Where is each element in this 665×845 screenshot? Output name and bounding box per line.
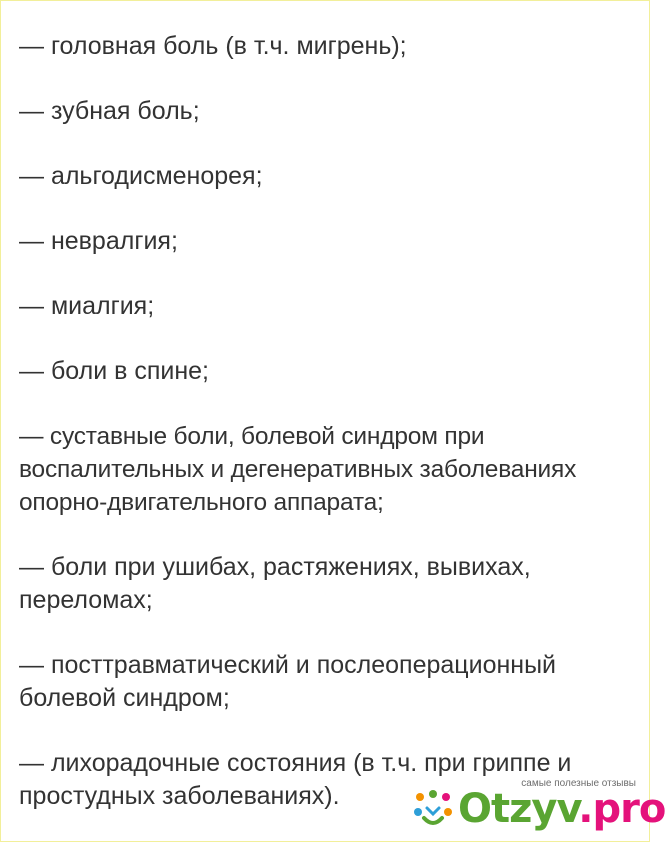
list-item: — боли при ушибах, растяжениях, вывихах, переломах;	[19, 553, 531, 614]
otzyv-logo-icon	[410, 788, 456, 834]
list-item: — зубная боль;	[19, 97, 200, 125]
list-item: — посттравматический и послеоперационный болевой синдром;	[19, 651, 557, 712]
list-item: — лихорадочные состояния (в т.ч. при гриппе и простудных заболеваниях).	[19, 749, 572, 810]
watermark-tagline: самые полезные отзывы	[521, 778, 636, 789]
watermark-tld: .pro	[578, 786, 665, 832]
list-item: — головная боль (в т.ч. мигрень);	[19, 32, 407, 60]
watermark	[410, 776, 665, 836]
indications-list	[19, 30, 639, 845]
list-item: — суставные боли, болевой синдром при воспалительных и дегенеративных заболеваниях опорно-двигательного аппарата;	[19, 423, 577, 516]
list-item: — альгодисменорея;	[19, 162, 263, 190]
watermark-brand: Otzyv	[458, 786, 579, 832]
list-item: — миалгия;	[19, 292, 155, 320]
watermark-wordmark	[458, 786, 665, 832]
list-item: — боли в спине;	[19, 357, 210, 385]
list-item: — невралгия;	[19, 227, 178, 255]
